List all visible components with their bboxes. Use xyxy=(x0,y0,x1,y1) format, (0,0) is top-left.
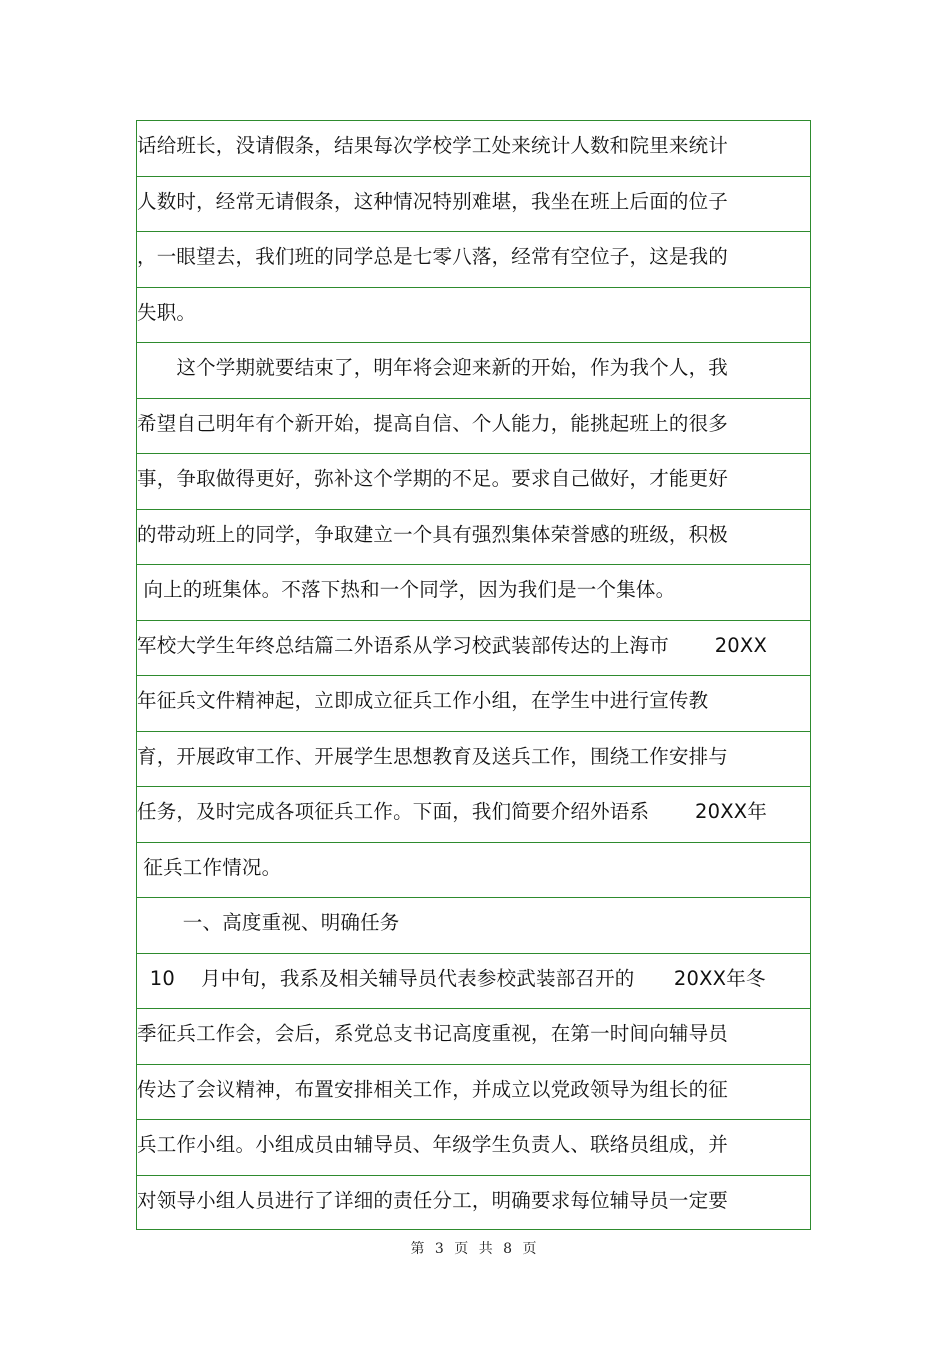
text-line: 事，争取做得更好，弥补这个学期的不足。要求自己做好，才能更好 xyxy=(137,467,729,490)
document-row xyxy=(137,453,810,508)
text-line: 的带动班上的同学，争取建立一个具有强烈集体荣誉感的班级，积极 xyxy=(137,523,729,546)
text-line: 一、高度重视、明确任务 xyxy=(137,911,400,934)
document-row xyxy=(137,953,810,1008)
text-line: 军校大学生年终总结篇二外语系从学习校武装部传达的上海市 20XX xyxy=(137,634,768,657)
document-row xyxy=(137,231,810,286)
text-line: 希望自己明年有个新开始，提高自信、个人能力，能挑起班上的很多 xyxy=(137,412,729,435)
page-number: 第 3 页 共 8 页 xyxy=(410,1241,540,1257)
text-line: 育，开展政审工作、开展学生思想教育及送兵工作，围绕工作安排与 xyxy=(137,745,729,768)
document-row xyxy=(137,786,810,841)
text-line: 兵工作小组。小组成员由辅导员、年级学生负责人、联络员组成，并 xyxy=(137,1133,729,1156)
document-row xyxy=(137,121,810,176)
text-line: 传达了会议精神，布置安排相关工作，并成立以党政领导为组长的征 xyxy=(137,1078,729,1101)
document-row xyxy=(137,176,810,231)
document-row xyxy=(137,1064,810,1119)
document-row xyxy=(137,509,810,564)
document-row xyxy=(137,897,810,952)
document-row xyxy=(137,398,810,453)
document-grid xyxy=(136,120,811,1230)
text-line: 向上的班集体。不落下热和一个同学，因为我们是一个集体。 xyxy=(137,578,676,601)
text-line: 征兵工作情况。 xyxy=(137,856,282,879)
text-line: 人数时，经常无请假条，这种情况特别难堪，我坐在班上后面的位子 xyxy=(137,190,729,213)
document-row xyxy=(137,675,810,730)
text-line: 10 月中旬，我系及相关辅导员代表参校武装部召开的 20XX年冬 xyxy=(137,967,766,990)
text-line: 失职。 xyxy=(137,301,197,324)
document-row xyxy=(137,287,810,342)
text-line: ，一眼望去，我们班的同学总是七零八落，经常有空位子，这是我的 xyxy=(137,245,729,268)
text-line: 这个学期就要结束了，明年将会迎来新的开始，作为我个人，我 xyxy=(137,356,729,379)
text-line: 季征兵工作会，会后，系党总支书记高度重视，在第一时间向辅导员 xyxy=(137,1022,729,1045)
document-row xyxy=(137,1175,810,1230)
document-row xyxy=(137,342,810,397)
document-row xyxy=(137,1119,810,1174)
document-row xyxy=(137,620,810,675)
document-row xyxy=(137,842,810,897)
text-line: 话给班长，没请假条，结果每次学校学工处来统计人数和院里来统计 xyxy=(137,134,729,157)
document-row xyxy=(137,731,810,786)
text-line: 任务，及时完成各项征兵工作。下面，我们简要介绍外语系 20XX年 xyxy=(137,800,768,823)
text-line: 对领导小组人员进行了详细的责任分工，明确要求每位辅导员一定要 xyxy=(137,1189,729,1212)
document-row xyxy=(137,1008,810,1063)
document-row xyxy=(137,564,810,619)
text-line: 年征兵文件精神起，立即成立征兵工作小组，在学生中进行宣传教 xyxy=(137,689,709,712)
